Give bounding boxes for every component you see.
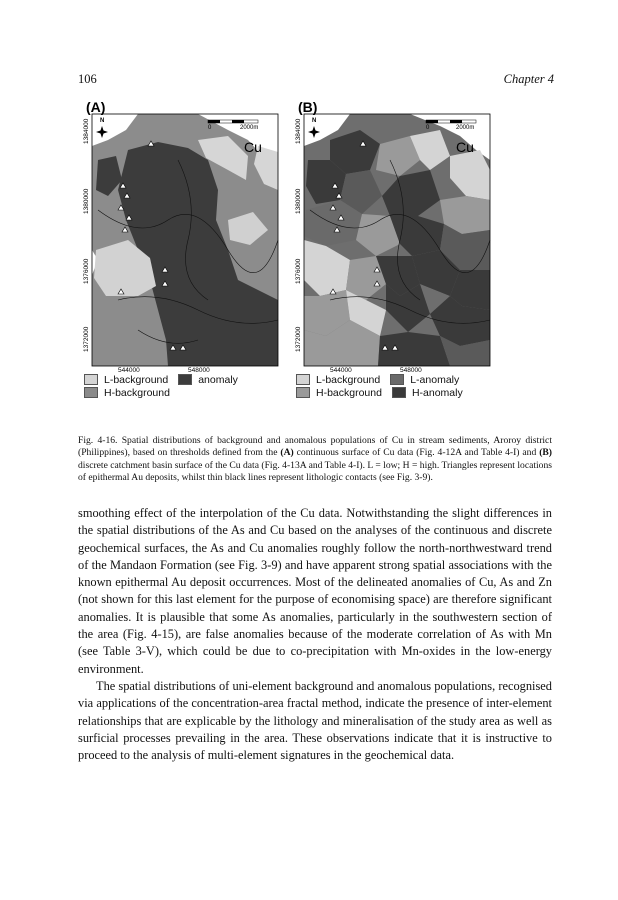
north-label-b: N bbox=[312, 118, 317, 124]
y-tick-b-3: 1376000 bbox=[295, 258, 302, 284]
swatch-icon bbox=[392, 387, 406, 398]
y-tick-b-2: 1380000 bbox=[295, 188, 302, 214]
caption-text-2: continuous surface of Cu data (Fig. 4-12A and Table 4-I) and bbox=[296, 447, 537, 459]
x-tick-a-2: 548000 bbox=[188, 367, 210, 374]
legend-label: H-anomaly bbox=[411, 386, 463, 399]
legend-b-item-l-background bbox=[296, 374, 380, 386]
element-label-b: Cu bbox=[456, 139, 474, 155]
legend-label: H-background bbox=[104, 386, 170, 399]
scale-start-a: 0 bbox=[208, 125, 212, 131]
paragraph-1: smoothing effect of the interpolation of the Cu data. Notwithstanding the slight differences in the spatial distributions of the As and Cu based on the analyses of the continuous and discrete geochemical surfaces, the As and Cu anomalies roughly follow the north-northwestward trend of the Mandaon Formation (see Fig. 3-9) and have apparent strong spatial associations with the known epithermal Au deposit occurrences. Most of the delineated anomalies of Cu, As and Zn (not shown for this last element for the purpose of economising space) are therefore significant anomalies. It is plausible that some As anomalies, particularly in the southwestern section of the area (Fig. 4-15), are false anomalies because of the moderate correlation of As with Mn (see Table 3-V), which could be due to co-precipitation with Mn-oxides in the low-energy environment. bbox=[78, 506, 552, 676]
page-number: 106 bbox=[78, 72, 97, 86]
y-tick-a-4: 1372000 bbox=[83, 326, 90, 352]
figure-panel-b bbox=[290, 100, 545, 400]
swatch-icon bbox=[390, 374, 404, 385]
y-tick-a-1: 1384000 bbox=[83, 118, 90, 144]
swatch-icon bbox=[84, 387, 98, 398]
caption-marker-b: (B) bbox=[539, 447, 552, 459]
legend-label: L-background bbox=[316, 373, 381, 386]
legend-label: L-background bbox=[104, 373, 169, 386]
legend-label: L-anomaly bbox=[410, 373, 460, 386]
scale-bar-a bbox=[208, 120, 258, 123]
scale-start-b: 0 bbox=[426, 125, 430, 131]
element-label-a: Cu bbox=[244, 139, 262, 155]
swatch-icon bbox=[296, 374, 310, 385]
map-b bbox=[290, 100, 545, 400]
y-tick-a-3: 1376000 bbox=[83, 258, 90, 284]
legend-a bbox=[84, 373, 248, 399]
figure-caption bbox=[78, 435, 552, 484]
paragraph-2: The spatial distributions of uni-element background and anomalous populations, recognised via applications of the concentration-area fractal method, indicate the presence of inter-element relationships that are explicable by the lithology and mineralisation of the study area as well as surficial processes prevailing in the area. These observations indicate that it is instructive to proceed to the analysis of multi-element signatures in the geochemical data. bbox=[78, 678, 552, 763]
scale-end-b: 2000m bbox=[456, 125, 475, 131]
caption-text-3: discrete catchment basin surface of the Cu data (Fig. 4-13A and Table 4-I). L = low; H = high. Triangles represent locations of epithermal Au deposits, whilst thin black lines represent lithologic contacts (see Fig. 3-9). bbox=[78, 459, 552, 483]
scale-bar-b bbox=[426, 120, 476, 123]
swatch-icon bbox=[84, 374, 98, 385]
caption-marker-a: (A) bbox=[280, 447, 294, 459]
panel-label-b: (B) bbox=[298, 100, 318, 115]
legend-b-item-l-anomaly bbox=[390, 374, 459, 386]
y-tick-b-1: 1384000 bbox=[295, 118, 302, 144]
legend-b bbox=[296, 373, 473, 399]
legend-b-item-h-anomaly bbox=[392, 387, 463, 399]
x-tick-b-2: 548000 bbox=[400, 367, 422, 374]
legend-b-item-h-background bbox=[296, 387, 382, 399]
legend-a-item-l-background bbox=[84, 374, 168, 386]
legend-label: H-background bbox=[316, 386, 382, 399]
panel-label-a: (A) bbox=[86, 100, 106, 115]
north-label-a: N bbox=[100, 118, 105, 124]
scale-end-a: 2000m bbox=[240, 125, 259, 131]
y-tick-a-2: 1380000 bbox=[83, 188, 90, 214]
legend-a-item-h-background bbox=[84, 387, 170, 399]
y-tick-b-4: 1372000 bbox=[295, 326, 302, 352]
x-tick-b-1: 544000 bbox=[330, 367, 352, 374]
swatch-icon bbox=[178, 374, 192, 385]
legend-a-item-anomaly bbox=[178, 374, 238, 386]
swatch-icon bbox=[296, 387, 310, 398]
chapter-title: Chapter 4 bbox=[503, 72, 554, 86]
caption-fig-number: Fig. 4-16. bbox=[78, 435, 118, 446]
caption-text-1: Spatial distributions of background and anomalous populations of Cu in stream sediments, Aroroy district (Philippines), based on thresholds defined from the bbox=[78, 435, 552, 459]
body-text bbox=[78, 505, 552, 764]
x-tick-a-1: 544000 bbox=[118, 367, 140, 374]
legend-label: anomaly bbox=[198, 373, 238, 386]
